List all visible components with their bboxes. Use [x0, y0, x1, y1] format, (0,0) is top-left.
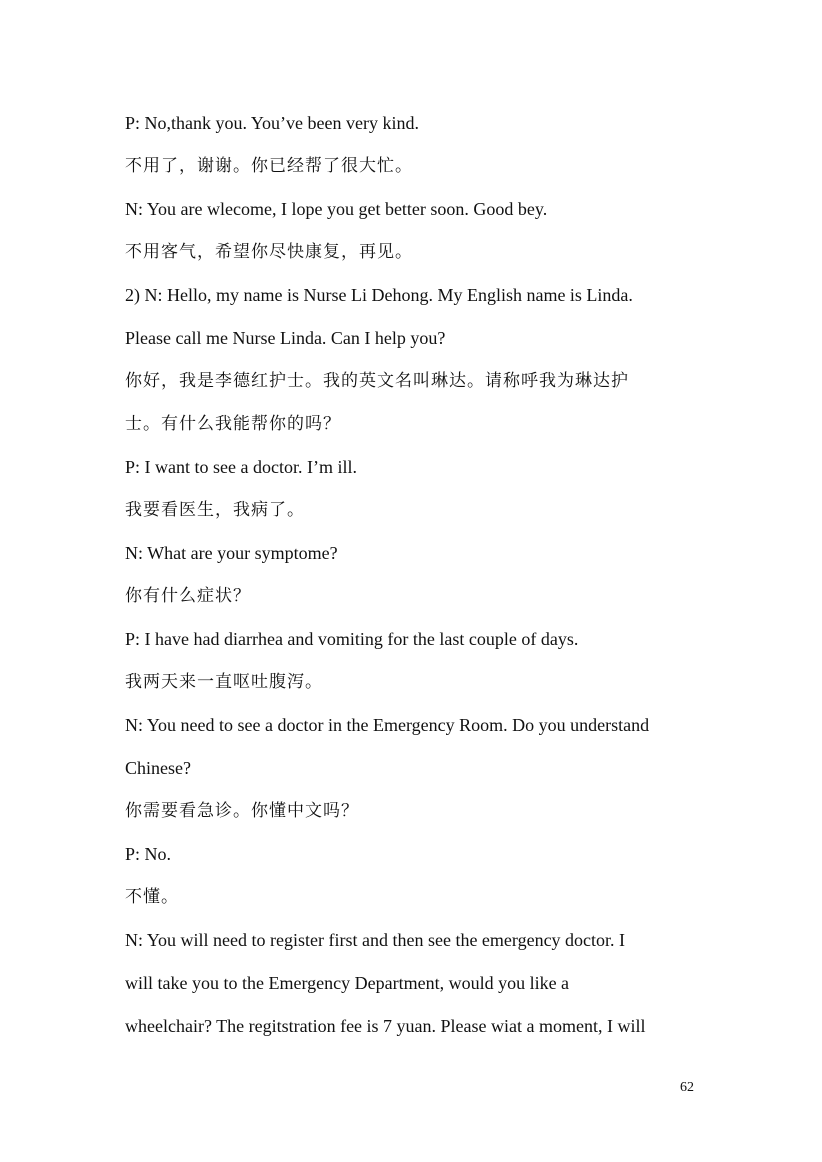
text-line: P: No,thank you. You’ve been very kind. — [125, 113, 419, 133]
text-line: N: You will need to register first and then see the emergency doctor. I — [125, 930, 626, 950]
text-line: Please call me Nurse Linda. Can I help you? — [125, 328, 446, 348]
text-line: wheelchair? The regitstration fee is 7 yuan. Please wiat a moment, I will — [125, 1016, 646, 1036]
text-line: 不懂。 — [125, 887, 179, 907]
text-line: N: What are your symptome? — [125, 543, 338, 563]
text-line: 我要看医生，我病了。 — [125, 500, 305, 520]
text-line: N: You need to see a doctor in the Emergency Room. Do you understand — [125, 715, 650, 735]
text-line: 不用客气，希望你尽快康复，再见。 — [125, 242, 413, 262]
text-line: P: I want to see a doctor. I’m ill. — [125, 457, 357, 477]
text-line: P: I have had diarrhea and vomiting for the last couple of days. — [125, 629, 579, 649]
text-line: 你好，我是李德红护士。我的英文名叫琳达。请称呼我为琳达护 — [125, 371, 629, 391]
text-line: N: You are wlecome, I lope you get better soon. Good bey. — [125, 199, 548, 219]
text-line: 你需要看急诊。你懂中文吗？ — [125, 801, 359, 821]
text-line: 你有什么症状？ — [125, 586, 251, 606]
page-number: 62 — [680, 1080, 694, 1095]
text-line: 我两天来一直呕吐腹泻。 — [125, 672, 323, 692]
text-line: will take you to the Emergency Department, would you like a — [125, 973, 570, 993]
text-line: 不用了，谢谢。你已经帮了很大忙。 — [125, 156, 413, 176]
text-line: P: No. — [125, 844, 172, 864]
text-line: 2) N: Hello, my name is Nurse Li Dehong. My English name is Linda. — [125, 285, 633, 305]
text-line: 士。有什么我能帮你的吗？ — [125, 414, 341, 434]
text-line: Chinese? — [125, 758, 191, 778]
